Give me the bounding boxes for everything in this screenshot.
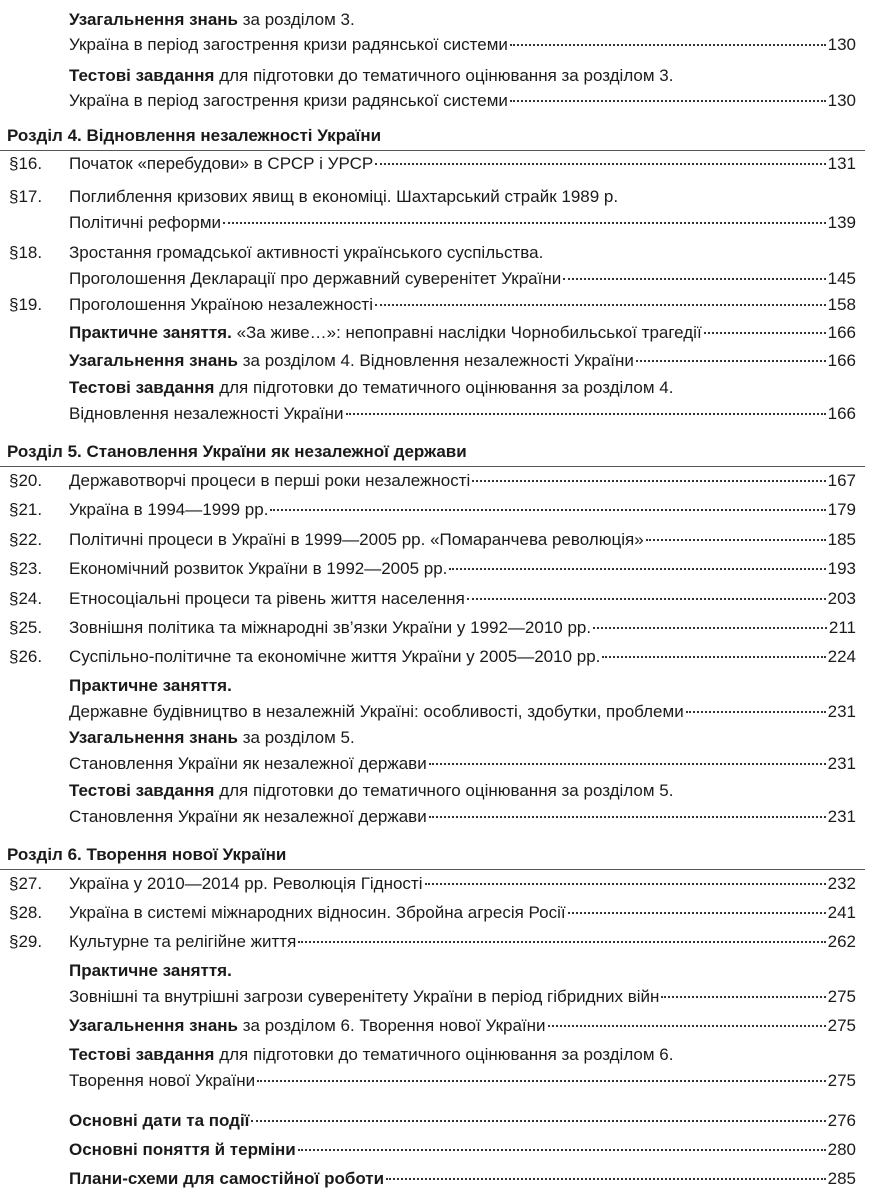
entry-text: Становлення України як незалежної держави [69, 807, 427, 826]
page-number: 130 [827, 91, 856, 110]
entry-text: за розділом 4. Відновлення незалежності України [242, 351, 634, 370]
entry-text: для підготовки до тематичного оцінювання за розділом 4. [219, 378, 674, 397]
paragraph-number: §17. [9, 187, 43, 206]
entry-lead: Практичне заняття. [69, 676, 232, 695]
page-number: 280 [827, 1140, 856, 1159]
dot-leader [636, 360, 826, 362]
paragraph-number: §23. [9, 559, 43, 578]
dot-leader [602, 656, 825, 658]
dot-leader [346, 413, 826, 415]
entry-text: Україна у 2010—2014 рр. Революція Гідності [69, 874, 423, 893]
entry-text: Державне будівництво в незалежній Україні: особливості, здобутки, проблеми [69, 702, 684, 721]
dot-leader [375, 163, 825, 165]
dot-leader [704, 332, 826, 334]
page-number: 166 [827, 351, 856, 370]
page-number: 166 [827, 404, 856, 423]
entry-text: «За живе…»: непоправні наслідки Чорнобильської трагедії [236, 323, 702, 342]
paragraph-number: §16. [9, 154, 43, 173]
paragraph-number: §21. [9, 500, 43, 519]
dot-leader [686, 711, 826, 713]
entry-text: Україна в період загострення кризи радянської системи [69, 91, 508, 110]
dot-leader [429, 816, 826, 818]
entry-lead: Тестові завдання [69, 66, 215, 85]
dot-leader [386, 1178, 826, 1180]
page-number: 193 [827, 559, 856, 578]
entry-lead: Узагальнення знань [69, 10, 238, 29]
dot-leader [563, 278, 825, 280]
entry-text: Україна в системі міжнародних відносин. Збройна агресія Росії [69, 903, 566, 922]
page-number: 224 [827, 647, 856, 666]
page-number: 232 [827, 874, 856, 893]
entry-text: Суспільно-політичне та економічне життя України у 2005—2010 рр. [69, 647, 601, 666]
paragraph-number: §19. [9, 295, 43, 314]
paragraph-number: §22. [9, 530, 43, 549]
entry-text: Відновлення незалежності України [69, 404, 344, 423]
entry-line-1 [69, 64, 856, 88]
page-number: 167 [827, 471, 856, 490]
dot-leader [472, 480, 825, 482]
paragraph-number: §29. [9, 932, 43, 951]
entry-lead: Практичне заняття. [69, 961, 232, 980]
entry-text: Україна в період загострення кризи радянської системи [69, 35, 508, 54]
dot-leader [646, 539, 826, 541]
entry-text: Становлення України як незалежної держави [69, 754, 427, 773]
page-number: 275 [827, 1016, 856, 1035]
section-6-heading: Розділ 6. Творення нової України [7, 845, 287, 864]
entry-text: для підготовки до тематичного оцінювання за розділом 3. [219, 66, 674, 85]
entry-text: Плани-схеми для самостійної роботи [69, 1169, 385, 1188]
paragraph-number: §18. [9, 243, 43, 262]
entry-lead: Узагальнення знань [69, 351, 238, 370]
entry-text: за розділом 5. [242, 728, 355, 747]
entry-lead: Узагальнення знань [69, 728, 238, 747]
section-divider [0, 150, 865, 151]
dot-leader [251, 1120, 825, 1122]
page-number: 185 [827, 530, 856, 549]
entry-lead: Узагальнення знань [69, 1016, 238, 1035]
entry-text: Проголошення Україною незалежності [69, 295, 373, 314]
page-number: 241 [827, 903, 856, 922]
page-number: 139 [827, 213, 856, 232]
paragraph-number: §27. [9, 874, 43, 893]
entry-text: для підготовки до тематичного оцінювання за розділом 5. [219, 781, 674, 800]
paragraph-number: §20. [9, 471, 43, 490]
dot-leader [568, 912, 826, 914]
paragraph-number: §25. [9, 618, 43, 637]
entry-text: Політичні реформи [69, 213, 222, 232]
dot-leader [298, 1149, 826, 1151]
entry-text: Україна в 1994—1999 рр. [69, 500, 269, 519]
dot-leader [298, 941, 825, 943]
entry-line-1 [69, 8, 856, 32]
entry-text: Початок «перебудови» в СРСР і УРСР [69, 154, 374, 173]
section-divider [0, 869, 865, 870]
entry-line-2 [69, 89, 856, 113]
dot-leader [223, 222, 826, 224]
dot-leader [429, 763, 826, 765]
dot-leader [593, 627, 827, 629]
entry-text: Основні дати та події [69, 1111, 250, 1130]
page-number: 285 [827, 1169, 856, 1188]
paragraph-number: §24. [9, 589, 43, 608]
dot-leader [510, 100, 826, 102]
dot-leader [425, 883, 826, 885]
page-number: 275 [827, 987, 856, 1006]
entry-lead: Тестові завдання [69, 378, 215, 397]
page-number: 131 [827, 154, 856, 173]
paragraph-number: §28. [9, 903, 43, 922]
page-number: 166 [827, 323, 856, 342]
section-divider [0, 466, 865, 467]
dot-leader [661, 996, 825, 998]
entry-text: за розділом 6. Творення нової України [242, 1016, 546, 1035]
entry-text: Культурне та релігійне життя [69, 932, 297, 951]
dot-leader [449, 568, 825, 570]
dot-leader [467, 598, 826, 600]
dot-leader [257, 1080, 826, 1082]
entry-text: Зовнішня політика та міжнародні зв’язки України у 1992—2010 рр. [69, 618, 592, 637]
page-number: 211 [828, 618, 856, 637]
entry-text: Зовнішні та внутрішні загрози суверенітету України в період гібридних війн [69, 987, 660, 1006]
entry-text: Зростання громадської активності українського суспільства. [69, 243, 544, 262]
page-number: 231 [827, 702, 856, 721]
entry-text: Проголошення Декларації про державний суверенітет України [69, 269, 562, 288]
page-number: 179 [827, 500, 856, 519]
dot-leader [548, 1025, 826, 1027]
page-number: 276 [827, 1111, 856, 1130]
section-5-heading: Розділ 5. Становлення України як незалежної держави [7, 442, 467, 461]
entry-text: Державотворчі процеси в перші роки незалежності [69, 471, 471, 490]
entry-line-2 [69, 33, 856, 57]
dot-leader [510, 44, 826, 46]
entry-text: для підготовки до тематичного оцінювання за розділом 6. [219, 1045, 674, 1064]
page-number: 158 [827, 295, 856, 314]
dot-leader [270, 509, 825, 511]
page-number: 145 [827, 269, 856, 288]
paragraph-number: §26. [9, 647, 43, 666]
entry-lead: Тестові завдання [69, 1045, 215, 1064]
dot-leader [375, 304, 826, 306]
entry-text: Поглиблення кризових явищ в економіці. Шахтарський страйк 1989 р. [69, 187, 619, 206]
entry-text: Етносоціальні процеси та рівень життя населення [69, 589, 465, 608]
page-number: 262 [827, 932, 856, 951]
page-number: 231 [827, 754, 856, 773]
page-number: 130 [827, 35, 856, 54]
entry-lead: Практичне заняття. [69, 323, 232, 342]
section-4-heading: Розділ 4. Відновлення незалежності України [7, 126, 382, 145]
entry-lead: Тестові завдання [69, 781, 215, 800]
entry-text: Основні поняття й терміни [69, 1140, 296, 1159]
entry-text: Політичні процеси в Україні в 1999—2005 рр. «Помаранчева революція» [69, 530, 644, 549]
entry-text: Економічний розвиток України в 1992—2005 рр. [69, 559, 448, 578]
page-number: 231 [827, 807, 856, 826]
entry-text: Творення нової України [69, 1071, 256, 1090]
entry-text: за розділом 3. [242, 10, 355, 29]
page-number: 203 [827, 589, 856, 608]
page-number: 275 [827, 1071, 856, 1090]
